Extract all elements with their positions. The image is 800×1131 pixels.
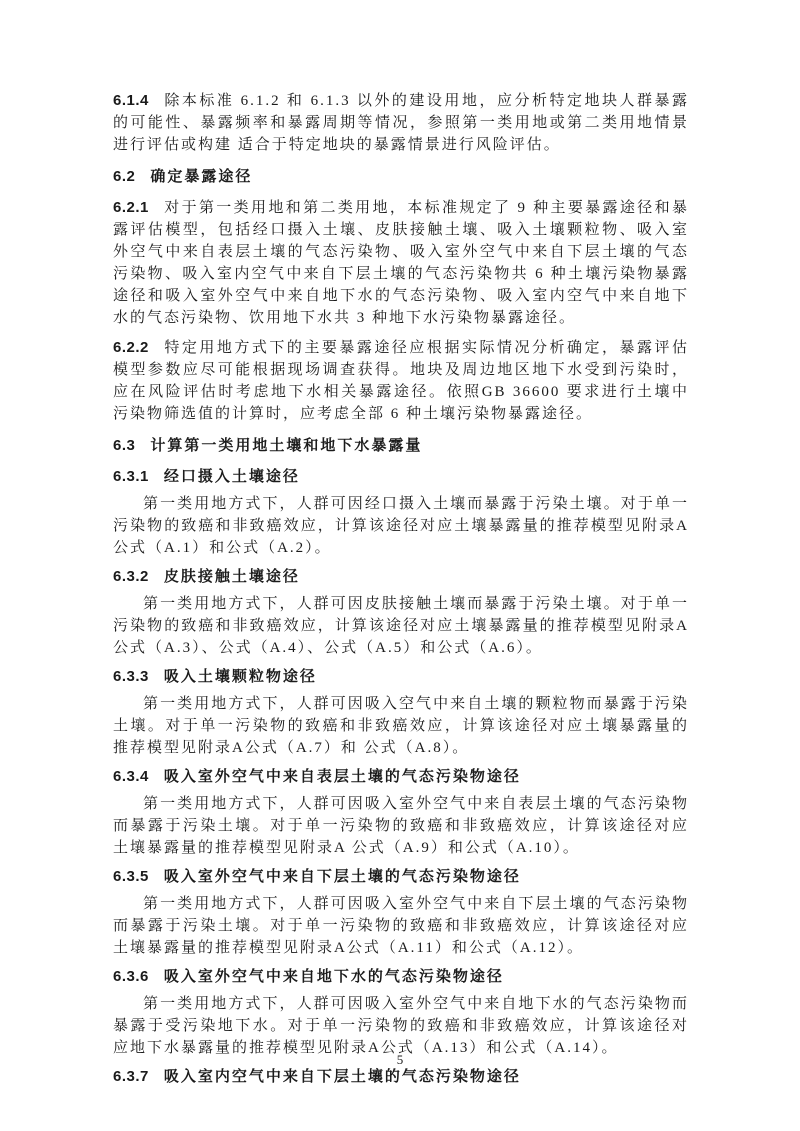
page-number: 5: [396, 1052, 404, 1067]
heading-number: 6.3.4: [113, 768, 149, 785]
section-heading-6-2: [113, 166, 689, 188]
heading-title: 经口摄入土壤途径: [163, 468, 300, 485]
heading-title: 吸入室外空气中来自表层土壤的气态污染物途径: [163, 768, 521, 785]
subsection-heading-6-3-2: [113, 566, 689, 588]
subsection-heading-6-3-5: [113, 866, 689, 888]
subsection-heading-6-3-4: [113, 766, 689, 788]
heading-number: 6.3.1: [113, 468, 149, 485]
section-heading-6-3: [113, 435, 689, 457]
heading-title: 计算第一类用地土壤和地下水暴露量: [150, 437, 423, 454]
heading-title: 确定暴露途径: [150, 168, 253, 185]
paragraph-6-3-2: 第一类用地方式下，人群可因皮肤接触土壤而暴露于污染土壤。对于单一污染物的致癌和非致癌效应，计算该途径对应土壤暴露量的推荐模型见附录A公式（A.3）、公式（A.4）、公式（A.5）和公式（A.6）。: [113, 596, 689, 656]
heading-number: 6.3: [113, 437, 136, 454]
subsection-heading-6-3-7: [113, 1066, 689, 1088]
clause-6-1-4: [113, 90, 689, 156]
paragraph-6-3-1: 第一类用地方式下，人群可因经口摄入土壤而暴露于污染土壤。对于单一污染物的致癌和非致癌效应，计算该途径对应土壤暴露量的推荐模型见附录A公式（A.1）和公式（A.2）。: [113, 496, 689, 556]
heading-number: 6.3.5: [113, 868, 149, 885]
heading-number: 6.3.7: [113, 1068, 149, 1085]
heading-title: 吸入室外空气中来自地下水的气态污染物途径: [163, 968, 504, 985]
clause-text: 除本标准 6.1.2 和 6.1.3 以外的建设用地，应分析特定地块人群暴露的可能性、暴露频率和暴露周期等情况，参照第一类用地或第二类用地情景进行评估或构建 适合于特定地块的暴露情景进行风险评估。: [113, 93, 689, 153]
heading-number: 6.3.6: [113, 968, 149, 985]
subsection-heading-6-3-3: [113, 666, 689, 688]
heading-title: 吸入土壤颗粒物途径: [163, 668, 317, 685]
heading-title: 吸入室外空气中来自下层土壤的气态污染物途径: [163, 868, 521, 885]
clause-6-2-1: [113, 197, 689, 329]
heading-title: 吸入室内空气中来自下层土壤的气态污染物途径: [163, 1068, 521, 1085]
subsection-heading-6-3-6: [113, 966, 689, 988]
document-content: [113, 90, 689, 1093]
heading-number: 6.3.3: [113, 668, 149, 685]
paragraph-6-3-4: 第一类用地方式下，人群可因吸入室外空气中来自表层土壤的气态污染物而暴露于污染土壤。对于单一污染物的致癌和非致癌效应，计算该途径对应土壤暴露量的推荐模型见附录A 公式（A.9）和公式（A.10）。: [113, 796, 689, 856]
clause-6-2-2: [113, 337, 689, 425]
heading-title: 皮肤接触土壤途径: [163, 568, 300, 585]
heading-number: 6.3.2: [113, 568, 149, 585]
paragraph-6-3-5: 第一类用地方式下，人群可因吸入室外空气中来自下层土壤的气态污染物而暴露于污染土壤。对于单一污染物的致癌和非致癌效应，计算该途径对应土壤暴露量的推荐模型见附录A公式（A.11）和公式（A.12）。: [113, 896, 689, 956]
heading-number: 6.2: [113, 168, 136, 185]
clause-text: 特定用地方式下的主要暴露途径应根据实际情况分析确定，暴露评估模型参数应尽可能根据现场调查获得。地块及周边地区地下水受到污染时，应在风险评估时考虑地下水相关暴露途径。依照GB 36600 要求进行土壤中污染物筛选值的计算时，应考虑全部 6 种土壤污染物暴露途径。: [113, 340, 689, 422]
clause-text: 对于第一类用地和第二类用地，本标准规定了 9 种主要暴露途径和暴露评估模型，包括经口摄入土壤、皮肤接触土壤、吸入土壤颗粒物、吸入室外空气中来自表层土壤的气态污染物、吸入室外空气中来自下层土壤的气态污染物、吸入室内空气中来自下层土壤的气态污染物共 6 种土壤污染物暴露途径和吸入室外空气中来自地下水的气态污染物、吸入室内空气中来自地下水的气态污染物、饮用地下水共 3 种地下水污染物暴露途径。: [113, 200, 689, 326]
paragraph-6-3-3: 第一类用地方式下，人群可因吸入空气中来自土壤的颗粒物而暴露于污染土壤。对于单一污染物的致癌和非致癌效应，计算该途径对应土壤暴露量的推荐模型见附录A公式（A.7）和 公式（A.8）。: [113, 696, 689, 756]
subsection-heading-6-3-1: [113, 466, 689, 488]
paragraph-6-3-6: 第一类用地方式下，人群可因吸入室外空气中来自地下水的气态污染物而暴露于受污染地下水。对于单一污染物的致癌和非致癌效应，计算该途径对应地下水暴露量的推荐模型见附录A公式（A.13）和公式（A.14）。: [113, 996, 689, 1056]
clause-number: 6.2.1: [113, 199, 149, 216]
clause-number: 6.2.2: [113, 339, 149, 356]
clause-number: 6.1.4: [113, 92, 149, 109]
